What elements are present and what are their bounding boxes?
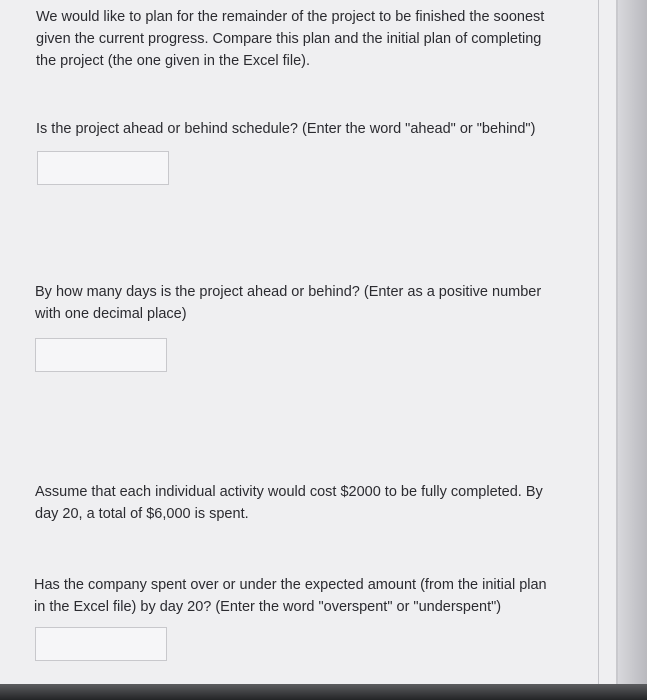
answer-3-input[interactable] (35, 627, 167, 661)
question-2-prompt (35, 281, 595, 325)
intro-line-3: the project (the one given in the Excel file). (36, 53, 311, 69)
divider (598, 0, 599, 684)
intro-line-1: We would like to plan for the remainder of the project to be finished the soonest (36, 9, 545, 25)
question-1-prompt (36, 118, 596, 140)
question-3-line-1: Has the company spent over or under the expected amount (from the initial plan (34, 577, 547, 593)
question-2-line-1: By how many days is the project ahead or behind? (Enter as a positive number (35, 284, 542, 300)
context-line-2: day 20, a total of $6,000 is spent. (35, 506, 249, 522)
window-edge (618, 0, 647, 684)
intro-text (36, 6, 596, 72)
question-3-prompt (34, 574, 594, 618)
context-line-1: Assume that each individual activity would cost $2000 to be fully completed. By (35, 484, 543, 500)
cost-context (35, 481, 595, 525)
question-2-line-2: with one decimal place) (35, 306, 187, 322)
screen-bezel (0, 684, 647, 700)
question-1-line-1: Is the project ahead or behind schedule? (Enter the word "ahead" or "behind") (36, 121, 536, 137)
answer-1-input[interactable] (37, 151, 169, 185)
question-3-line-2: in the Excel file) by day 20? (Enter the word "overspent" or "underspent") (34, 599, 502, 615)
intro-line-2: given the current progress. Compare this plan and the initial plan of completing (36, 31, 542, 47)
answer-2-input[interactable] (35, 338, 167, 372)
